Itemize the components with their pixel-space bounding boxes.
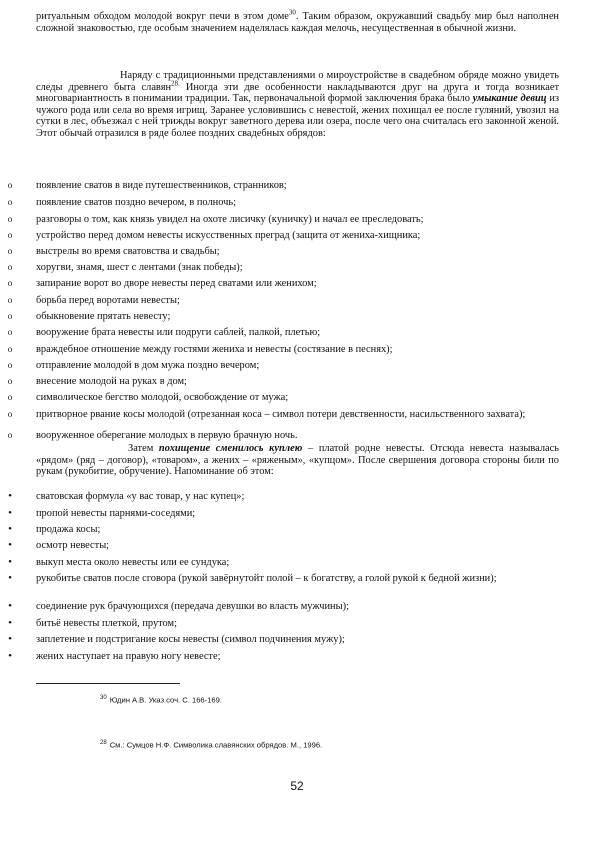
footnote-number: 28 [100,740,107,746]
footnote-text: Юдин А.В. Указ.соч. С. 166-169. [109,695,222,705]
dot-bullet-icon: • [8,572,12,584]
list-item-text: соединение рук брачующихся (передача девушки во власть мужчины); [36,601,349,612]
list-item [7,344,559,356]
list-item-text: выстрелы во время сватовства и свадьбы; [36,246,220,257]
list-item [8,572,559,585]
circle-bullet-icon: o [7,246,13,256]
list-item [8,650,559,663]
circle-bullet-icon: o [7,409,13,419]
dot-bullet-icon: • [8,556,12,568]
footnote-ref-28[interactable]: 28. [171,79,180,88]
list-item-text: разговоры о том, как князь увидел на охоте лисичку (куничку) и начал ее преследовать; [36,214,424,225]
list-item [8,539,559,552]
footnote-30 [100,695,222,705]
list-item-text: запирание ворот во дворе невесты перед сватами или женихом; [36,278,317,289]
dot-bullet-icon: • [8,650,12,662]
list-item-text: символическое бегство молодой, освобождение от мужа; [36,392,289,403]
list-item [8,523,559,536]
list-item-text: выкуп места около невесты или ее сундука; [36,557,230,568]
list-item [7,246,559,258]
dot-bullet-icon: • [8,490,12,502]
list-item-text: продажа косы; [36,524,101,535]
footnote-number: 30 [100,695,107,701]
list-item-text: обыкновение прятать невесту; [36,311,171,322]
circle-bullet-icon: o [7,360,13,370]
list-item-text: сватовская формула «у вас товар, у нас купец»; [36,491,245,502]
dot-bullet-icon: • [8,507,12,519]
list-item-text: появление сватов в виде путешественников, странников; [36,180,287,191]
circle-bullet-icon: o [7,197,13,207]
paragraph-purchase [36,443,559,478]
list-item [8,490,559,503]
list-item [7,409,559,421]
footnote-28 [100,740,322,750]
list-item-text: борьба перед воротами невесты; [36,295,180,306]
paragraph-text: – платой родне невесты. Отсюда невеста называлась «рядом» (ряд – договор), «товаром», а жених – «ряженым», «купцом». После свершения договора стороны били по рукам (рукобитие, обручение). Напоминание об этом: [36,443,560,478]
list-item [8,600,559,613]
footnote-ref-30[interactable]: 30 [288,8,296,17]
list-item-text: жених наступает на правую ногу невесте; [36,651,221,662]
list-item [8,507,559,520]
circle-bullet-icon: o [7,430,13,440]
circle-bullet-icon: o [7,278,13,288]
list-item-text: пропой невесты парнями-соседями; [36,508,196,519]
list-item-text: хоругви, знамя, шест с лентами (знак победы); [36,262,243,273]
list-item [7,262,559,274]
list-item [7,295,559,307]
list-item-text: рукобитье сватов после сговора (рукой завёрнутойт полой – к богатству, а голой рукой к бедной жизни); [36,573,497,584]
list-item [7,376,559,388]
circle-bullet-icon: o [7,214,13,224]
dot-bullet-icon: • [8,539,12,551]
list-item [7,214,559,226]
list-item-text: внесение молодой на руках в дом; [36,376,187,387]
list-item [8,633,559,646]
paragraph-text: . Таким образом, окружавший свадьбу мир был наполнен сложной знаковостью, где особым значением наделялась каждая мелочь, несущественная в обычной жизни. [36,11,559,34]
list-item-text: заплетение и подстригание косы невесты (символ подчинения мужу); [36,634,345,645]
list-item-text: отправление молодой в дом мужа поздно вечером; [36,360,260,371]
paragraph-text: ритуальным обходом молодой вокруг печи в этом доме [36,11,289,22]
list-item [7,360,559,372]
paragraph-text: Затем [128,443,159,454]
circle-bullet-icon: o [7,392,13,402]
circle-bullet-icon: o [7,311,13,321]
circle-bullet-icon: o [7,327,13,337]
list-item [7,430,559,442]
list-item [8,556,559,569]
circle-bullet-icon: o [7,344,13,354]
list-item [8,617,559,630]
list-item-text: вооруженное оберегание молодых в первую брачную ночь. [36,430,298,441]
footnote-text: См.: Сумцов Н.Ф. Символика славянских обрядов. М., 1996. [109,740,323,750]
circle-bullet-icon: o [7,376,13,386]
list-item [7,180,559,192]
list-item [7,230,559,242]
list-item-text: притворное рвание косы молодой (отрезанная коса – символ потери девственности, насильственного захвата); [36,409,526,420]
circle-bullet-icon: o [7,262,13,272]
circle-bullet-icon: o [7,180,13,190]
list-item-text: враждебное отношение между гостями жениха и невесты (состязание в песнях); [36,344,393,355]
list-item-text: устройство перед домом невесты искусственных преград (защита от жениха-хищника; [36,230,421,241]
list-item-text: появление сватов поздно вечером, в полночь; [36,197,237,208]
paragraph-traditions [36,70,559,140]
list-item [7,278,559,290]
emphasis-term: умыкание девиц [472,93,547,105]
list-item-text: осмотр невесты; [36,540,110,551]
dot-bullet-icon: • [8,617,12,629]
paragraph-text: Иногда эти две особенности накладываются друг на друга и тогда возникает многовариантность в понимании традиции. Так, первоначальной формой заключения брака было [36,81,559,105]
paragraph-text: из чужого рода или села во время игрищ. Заранее условившись с невестой, жених похищал ее после гуляний, увозил на сутки в лес, объезжал с ней трижды вокруг заветного дерева или озера, после чего она считалась его законной женой. Этот обычай отразился в ряде более поздних свадебных обрядов: [36,93,559,139]
dot-bullet-icon: • [8,523,12,535]
list-item [7,327,559,339]
emphasis-term: похищение сменилось куплею [158,443,303,454]
list-item-text: битьё невесты плеткой, прутом; [36,618,178,629]
dot-bullet-icon: • [8,633,12,645]
circle-bullet-icon: o [7,295,13,305]
page-number: 52 [290,779,304,793]
list-item-text: вооружение брата невесты или подруги саблей, палкой, плетью; [36,327,321,338]
dot-bullet-icon: • [8,600,12,612]
circle-bullet-icon: o [7,230,13,240]
paragraph-intro [36,8,559,34]
paragraph-text: Наряду с традиционными представлениями о мироустройстве в свадебном обряде можно увидеть следы древнего быта славян [36,70,559,93]
list-item [7,311,559,323]
footnote-divider [36,683,180,684]
list-item [7,392,559,404]
list-item [7,197,559,209]
